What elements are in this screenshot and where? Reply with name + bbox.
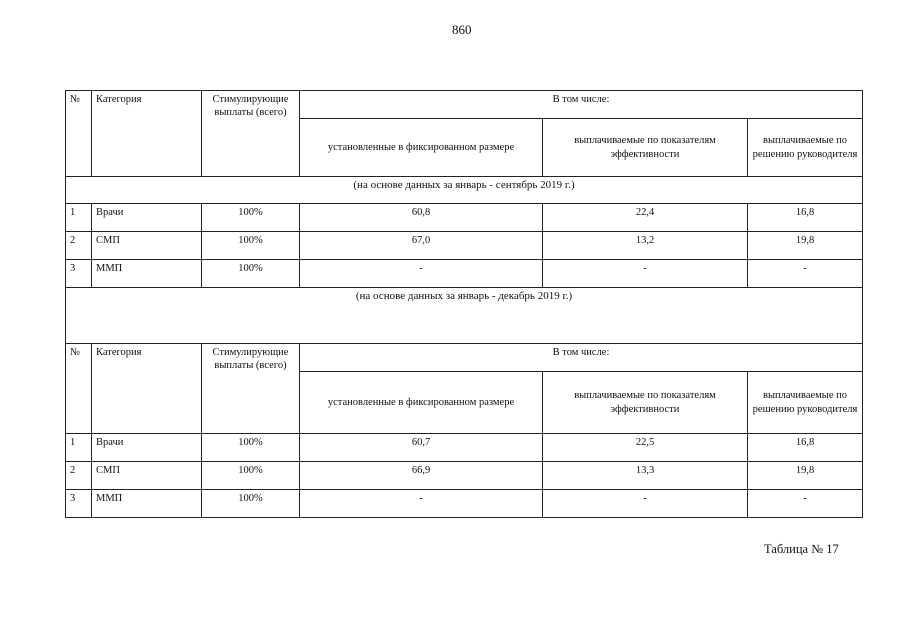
period-note: (на основе данных за январь - декабрь 2019 г.) — [66, 288, 863, 344]
row-fixed: 66,9 — [300, 462, 543, 490]
header-stimulating: Стимулирующие выплаты (всего) — [202, 344, 300, 434]
row-efficiency: 22,5 — [543, 434, 748, 462]
row-num: 3 — [66, 490, 92, 518]
header-including: В том числе: — [300, 344, 863, 372]
row-manager: - — [748, 490, 863, 518]
header-num: № — [66, 91, 92, 177]
table-row — [66, 232, 863, 260]
header-stimulating: Стимулирующие выплаты (всего) — [202, 91, 300, 177]
row-total: 100% — [202, 232, 300, 260]
row-total: 100% — [202, 260, 300, 288]
page-number: 860 — [452, 22, 472, 37]
row-fixed: 67,0 — [300, 232, 543, 260]
table-row — [66, 260, 863, 288]
header-including: В том числе: — [300, 91, 863, 119]
row-category: ММП — [92, 260, 202, 288]
header-row — [66, 344, 863, 372]
row-num: 3 — [66, 260, 92, 288]
table-row — [66, 434, 863, 462]
header-efficiency: выплачиваемые по показателям эффективности — [543, 372, 748, 434]
row-category: СМП — [92, 232, 202, 260]
period-note: (на основе данных за январь - сентябрь 2019 г.) — [66, 177, 863, 204]
row-total: 100% — [202, 462, 300, 490]
header-num: № — [66, 344, 92, 434]
row-category: Врачи — [92, 434, 202, 462]
row-efficiency: 13,3 — [543, 462, 748, 490]
row-total: 100% — [202, 204, 300, 232]
header-row — [66, 91, 863, 119]
header-fixed: установленные в фиксированном размере — [300, 372, 543, 434]
header-category: Категория — [92, 91, 202, 177]
row-fixed: - — [300, 490, 543, 518]
row-total: 100% — [202, 434, 300, 462]
row-manager: 16,8 — [748, 434, 863, 462]
row-manager: 19,8 — [748, 462, 863, 490]
row-fixed: - — [300, 260, 543, 288]
header-manager: выплачиваемые по решению руководителя — [748, 119, 863, 177]
row-fixed: 60,7 — [300, 434, 543, 462]
data-table — [65, 90, 863, 518]
table-row — [66, 204, 863, 232]
row-manager: 19,8 — [748, 232, 863, 260]
row-category: ММП — [92, 490, 202, 518]
row-fixed: 60,8 — [300, 204, 543, 232]
period-row — [66, 288, 863, 344]
row-num: 2 — [66, 462, 92, 490]
header-manager: выплачиваемые по решению руководителя — [748, 372, 863, 434]
table-row — [66, 462, 863, 490]
header-fixed: установленные в фиксированном размере — [300, 119, 543, 177]
row-manager: - — [748, 260, 863, 288]
header-category: Категория — [92, 344, 202, 434]
row-category: СМП — [92, 462, 202, 490]
row-manager: 16,8 — [748, 204, 863, 232]
period-row — [66, 177, 863, 204]
row-num: 1 — [66, 204, 92, 232]
row-efficiency: - — [543, 260, 748, 288]
header-efficiency: выплачиваемые по показателям эффективности — [543, 119, 748, 177]
table-caption: Таблица № 17 — [764, 542, 839, 556]
row-category: Врачи — [92, 204, 202, 232]
row-efficiency: 22,4 — [543, 204, 748, 232]
table-row — [66, 490, 863, 518]
row-num: 2 — [66, 232, 92, 260]
row-num: 1 — [66, 434, 92, 462]
row-efficiency: - — [543, 490, 748, 518]
row-total: 100% — [202, 490, 300, 518]
row-efficiency: 13,2 — [543, 232, 748, 260]
